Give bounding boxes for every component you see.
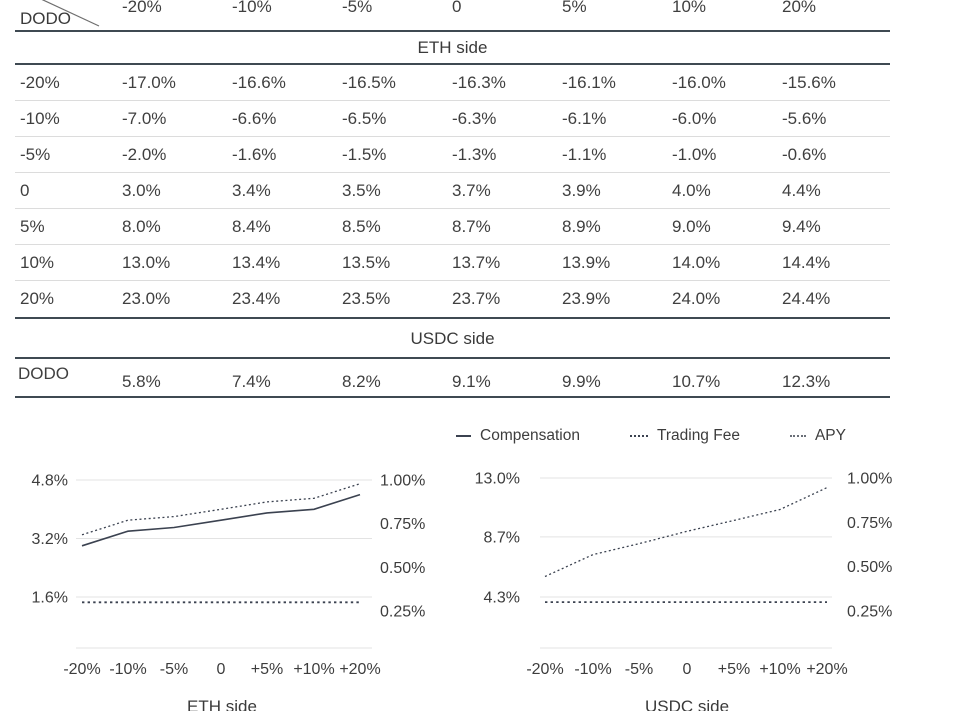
eth-rows-body (15, 65, 890, 319)
matrix-cell: -16.3% (452, 72, 506, 92)
col-header: 20% (782, 0, 817, 16)
matrix-cell: 3.5% (342, 180, 381, 200)
y-axis-label-left: 3.2% (31, 531, 68, 548)
matrix-cell: 3.7% (452, 180, 491, 200)
matrix-cell: -5.6% (782, 108, 827, 128)
col-header: 0 (452, 0, 462, 16)
x-axis-label: -10% (574, 661, 612, 678)
matrix-cell: 13.7% (452, 252, 501, 272)
matrix-cell: 3.4% (232, 180, 271, 200)
matrix-corner-cell (15, 0, 120, 30)
y-axis-label-right: 0.75% (847, 514, 893, 532)
y-axis-label-right: 0.50% (847, 559, 893, 577)
matrix-cell: 7.4% (232, 372, 271, 391)
row-label: DODO (18, 364, 69, 383)
matrix-cell: 3.0% (122, 180, 161, 200)
matrix-cell: 4.0% (672, 180, 711, 200)
compensation-matrix-table (15, 0, 890, 398)
usdc-section-title: USDC side (410, 329, 495, 348)
matrix-cell: 13.0% (122, 252, 171, 272)
x-axis-label: +10% (293, 661, 335, 678)
matrix-cell: 9.9% (562, 372, 601, 391)
col-header: 5% (562, 0, 587, 16)
matrix-cell: -15.6% (782, 72, 836, 92)
row-label: -10% (20, 108, 60, 128)
matrix-cell: -1.6% (232, 144, 277, 164)
eth-table-row (15, 101, 890, 137)
eth-table-row (15, 281, 890, 317)
y-axis-label-right: 0.50% (380, 559, 426, 577)
y-axis-label-right: 0.75% (380, 516, 426, 534)
section-header-usdc (15, 319, 890, 359)
matrix-cell: 23.9% (562, 289, 611, 308)
col-header: 10% (672, 0, 707, 16)
matrix-cell: 5.8% (122, 372, 161, 391)
matrix-cell: -0.6% (782, 144, 827, 164)
matrix-cell: -6.6% (232, 108, 277, 128)
series-apy-line (82, 484, 360, 535)
matrix-cell: 3.9% (562, 180, 601, 200)
legend-label: APY (814, 427, 846, 444)
row-label: 10% (20, 252, 55, 272)
legend-item-apy (790, 427, 846, 445)
solid-line-icon (456, 435, 471, 437)
eth-section-title: ETH side (417, 38, 488, 57)
eth-table-row (15, 137, 890, 173)
x-axis-label: -20% (63, 661, 101, 678)
y-axis-label-left: 1.6% (31, 589, 68, 607)
x-axis-label: +20% (806, 661, 848, 678)
y-axis-label-right: 1.00% (847, 470, 893, 488)
y-axis-label-right: 1.00% (380, 472, 426, 490)
matrix-cell: 13.4% (232, 252, 281, 272)
matrix-cell: -2.0% (122, 144, 167, 164)
matrix-cell: 8.2% (342, 372, 381, 391)
x-axis-label: 0 (682, 661, 692, 678)
matrix-header-row (15, 0, 890, 32)
matrix-cell: 10.7% (672, 372, 721, 391)
x-axis-label: 0 (216, 661, 226, 678)
matrix-cell: -16.0% (672, 72, 726, 92)
eth-table-row (15, 65, 890, 101)
matrix-cell: -6.1% (562, 108, 607, 128)
y-axis-label-left: 13.0% (474, 470, 520, 488)
matrix-cell: -6.0% (672, 108, 717, 128)
matrix-cell: 12.3% (782, 372, 831, 391)
col-header: -10% (232, 0, 272, 16)
matrix-cell: 8.5% (342, 216, 381, 236)
row-label: -20% (20, 72, 60, 92)
matrix-cell: -16.5% (342, 72, 396, 92)
y-axis-label-left: 4.8% (31, 472, 68, 490)
usdc-chart-title: USDC side (644, 697, 730, 711)
corner-row-dimension-label: DODO (20, 9, 71, 28)
x-axis-label: +5% (250, 661, 284, 678)
legend-label: Compensation (480, 427, 580, 444)
matrix-cell: 13.5% (342, 252, 391, 272)
matrix-cell: 24.4% (782, 289, 831, 308)
col-header: -20% (122, 0, 162, 16)
y-axis-label-left: 8.7% (483, 529, 520, 547)
usdc-dodo-row (15, 359, 890, 398)
matrix-cell: -1.0% (672, 144, 717, 164)
x-axis-label: -5% (624, 661, 654, 678)
series-apy-line (545, 488, 827, 577)
section-header-eth (15, 32, 890, 65)
chart-legend (456, 424, 846, 448)
matrix-cell: 9.0% (672, 216, 711, 236)
eth-side-chart (0, 455, 446, 695)
matrix-cell: 23.4% (232, 289, 281, 308)
matrix-cell: 13.9% (562, 252, 611, 272)
matrix-cell: -1.3% (452, 144, 497, 164)
matrix-cell: 24.0% (672, 289, 721, 308)
matrix-cell: -6.3% (452, 108, 497, 128)
col-header: -5% (342, 0, 373, 16)
matrix-cell: -6.5% (342, 108, 387, 128)
usdc-side-chart (455, 455, 915, 695)
x-axis-label: +20% (339, 661, 381, 678)
matrix-cell: -7.0% (122, 108, 167, 128)
matrix-cell: -16.1% (562, 72, 616, 92)
row-label: 0 (20, 180, 30, 200)
matrix-cell: 23.7% (452, 289, 501, 308)
y-axis-label-right: 0.25% (847, 603, 893, 621)
matrix-cell: -16.6% (232, 72, 286, 92)
matrix-cell: -1.5% (342, 144, 387, 164)
eth-table-row (15, 209, 890, 245)
y-axis-label-left: 4.3% (483, 589, 520, 607)
matrix-cell: 23.5% (342, 289, 391, 308)
x-axis-label: -20% (526, 661, 564, 678)
eth-table-row (15, 173, 890, 209)
y-axis-label-right: 0.25% (380, 603, 426, 621)
matrix-cell: 8.4% (232, 216, 271, 236)
matrix-cell: 14.0% (672, 252, 721, 272)
eth-table-row (15, 245, 890, 281)
legend-label: Trading Fee (656, 427, 740, 444)
matrix-cell: 23.0% (122, 289, 171, 308)
x-axis-label: +5% (717, 661, 751, 678)
matrix-cell: 8.0% (122, 216, 161, 236)
matrix-cell: -1.1% (562, 144, 607, 164)
row-label: 20% (20, 289, 55, 308)
row-label: 5% (20, 216, 45, 236)
matrix-cell: -17.0% (122, 72, 176, 92)
matrix-cell: 4.4% (782, 180, 821, 200)
legend-item-compensation (456, 427, 580, 445)
eth-chart-title: ETH side (187, 697, 257, 711)
matrix-cell: 9.4% (782, 216, 821, 236)
dotted-line-icon (630, 435, 648, 437)
matrix-cell: 9.1% (452, 372, 491, 391)
legend-item-trading-fee (630, 427, 740, 445)
x-axis-label: -10% (109, 661, 147, 678)
fine-dotted-line-icon (790, 435, 806, 437)
matrix-cell: 8.7% (452, 216, 491, 236)
matrix-cell: 14.4% (782, 252, 831, 272)
x-axis-label: +10% (759, 661, 801, 678)
row-label: -5% (20, 144, 51, 164)
x-axis-label: -5% (159, 661, 189, 678)
matrix-cell: 8.9% (562, 216, 601, 236)
